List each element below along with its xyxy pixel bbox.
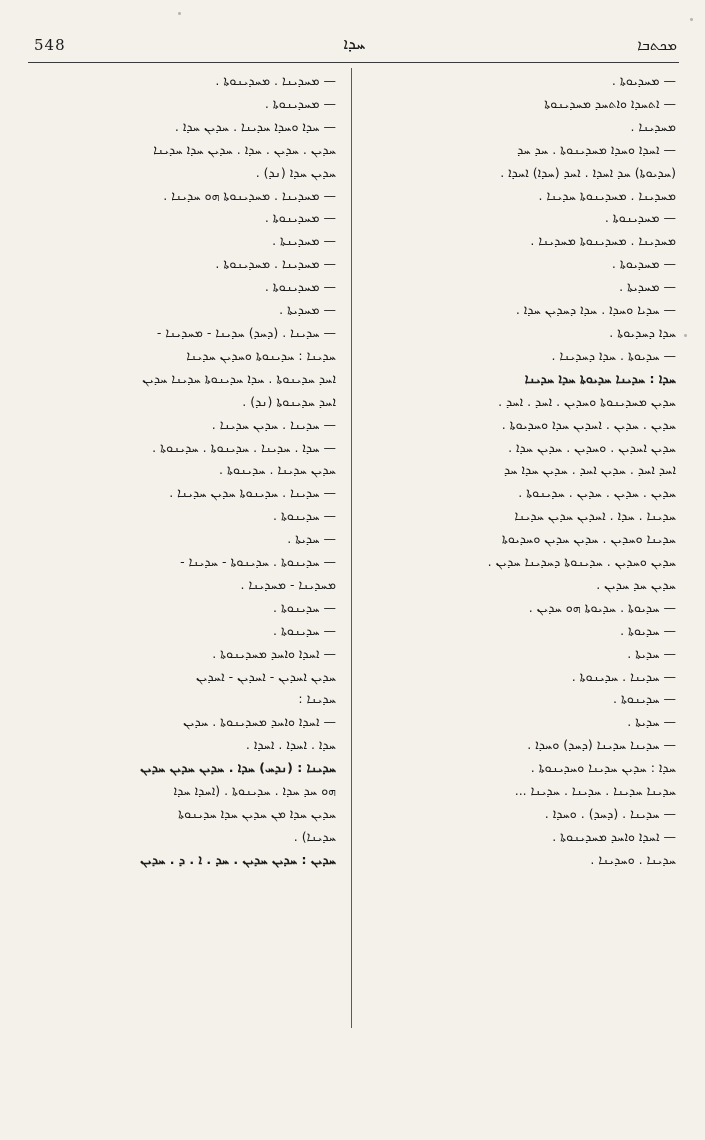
entry-line: ܚܕܝܢܐ :	[298, 691, 336, 707]
entry-line: ܐܚܕ ܚܕܝܢܘܬܐ (ܢܕ) .	[242, 393, 336, 409]
entry-line: ܚܕܝܢܐ : ܚܕܝܢܘܬܐ ܘܚܕܝܢ ܚܕܝܢܐ	[186, 347, 336, 363]
entry-line: — ܚܕܝܘܬܐ . ܚܕܐ ܕܚܕܝܢܐ .	[551, 347, 676, 363]
entry-line: — ܡܚܕܝܢܐ . ܡܚܕܝܢܘܬܐ .	[215, 256, 336, 272]
entry-line: — ܡܚܕܝܢܬܐ .	[272, 233, 336, 249]
entry-line: — ܚܕܝܘܬܐ . ܚܕܝܘܬܐ ܗܘ ܚܕܝܢ .	[528, 599, 676, 615]
entry-line: — ܚܕܝܢܘܬܐ . ܚܕܝܢܘܬܐ - ܚܕܝܢܐ -	[180, 554, 336, 570]
entry-line: — ܡܚܕܝܢܐ . ܡܚܕܝܢܘܬܐ .	[215, 73, 336, 88]
entry-line: ܡܚܕܝܢܐ . ܡܚܕܝܢܘܬܐ ܚܕܝܢܐ .	[538, 187, 676, 203]
entry-line: — ܡܚܕܝܬܐ .	[279, 302, 336, 318]
entry-line: ܚܕܝܢ ܡܚܕܝܢܘܬܐ ܘܚܕܝܢ . ܐܚܕ . ܐܚܕ .	[498, 393, 676, 409]
paper-speck	[684, 334, 687, 337]
entry-line: — ܐܚܕܐ ܘܐܚܕ ܡܚܕܝܢܘܬܐ .	[212, 645, 336, 661]
entry-line: — ܚܕܝܬܐ .	[627, 714, 676, 730]
headword-line: ܚܕܝܢ : ܚܕܝܢ ܚܕܝܢ . ܚܕ . ܐ . ܕ . ܚܕܝܢ	[140, 851, 336, 867]
entry-line: — ܚܕܝܐ ܘܚܕܐ . ܚܕܐ ܕܚܕܝܢ ܚܕܐ .	[515, 302, 676, 318]
entry-line: — ܚܕܝܬܐ .	[627, 645, 676, 661]
column-divider	[351, 68, 352, 1028]
entry-line: ܡܚܕܝܢܐ . ܡܚܕܝܢܘܬܐ ܡܚܕܝܢܐ .	[530, 233, 676, 249]
right-column	[370, 70, 676, 1030]
entry-line: — ܚܕܝܬܐ .	[287, 531, 336, 547]
entry-line: ܚܕܝܢܐ . ܚܕܐ . ܐܚܕܝܢ ܚܕܝܢ ܚܕܝܢܐ	[514, 508, 676, 524]
entry-line: ܚܕܝܢܐ) .	[293, 828, 336, 844]
entry-line: ܚܕܝܢ ܘܚܕܝܢ . ܚܕܝܢܘܬܐ ܕܚܕܝܢܐ ܚܕܝܢ .	[487, 554, 676, 570]
header-rule	[28, 62, 679, 63]
entry-line: ܚܕܐ . ܐܚܕܐ . ܐܚܕܐ .	[245, 737, 336, 753]
page-number: 548	[34, 36, 66, 54]
entry-line: — ܐܚܕܐ ܘܚܕܐ ܡܚܕܝܢܘܬܐ . ܚܕ ܚܕ	[517, 141, 676, 157]
entry-line: — ܚܕܐ ܘܚܕܐ ܚܕܝܢܐ . ܚܕܝܢ ܚܕܐ .	[174, 118, 336, 134]
entry-line: — ܐܬܚܕܐ ܘܐܬܚܕ ܡܚܕܝܢܘܬܐ	[544, 95, 676, 111]
entry-line: — ܚܕܝܢܐ . ܚܕܝܢܘܬܐ ܚܕܝܢ ܚܕܝܢܐ .	[169, 485, 336, 501]
entry-line: — ܡܚܕܝܢܘܬܐ .	[264, 95, 336, 111]
entry-line: — ܚܕܝܢܐ . (ܕܚܕ) ܚܕܝܢܐ - ܡܚܕܝܢܐ -	[156, 324, 336, 340]
entry-line: ܡܚܕܝܢܐ .	[630, 118, 676, 134]
entry-line: — ܚܕܝܢܘܬܐ .	[273, 508, 336, 524]
entry-line: — ܚܕܝܢܘܬܐ .	[273, 599, 336, 615]
entry-line: — ܡܚܕܝܘܬܐ .	[611, 73, 676, 88]
section-title: ܡܟܬܒܐ	[637, 36, 677, 54]
page-header	[28, 34, 681, 60]
entry-line: ܚܕܝܢܐ . ܘܚܕܝܢܐ .	[590, 851, 676, 867]
entry-line: ܚܕܝܢ ܐܚܕܝܢ . ܘܚܕܝܢ . ܚܕܝܢ ܚܕܐ .	[508, 439, 676, 455]
left-column	[30, 70, 336, 1030]
entry-line: — ܡܚܕܝܢܘܬܐ .	[264, 279, 336, 295]
entry-line: — ܚܕܐ . ܚܕܝܢܐ . ܚܕܝܢܘܬܐ . ܚܕܝܢܘܬܐ .	[152, 439, 336, 455]
entry-line: ܐܚܕ ܚܕܝܢܘܬܐ . ܚܕܐ ܚܕܝܢܘܬܐ ܚܕܝܢܐ ܚܕܝܢ	[142, 370, 336, 386]
entry-line: ܚܕܝܢ ܚܕܝܢܐ . ܚܕܝܢܘܬܐ .	[219, 462, 336, 478]
running-head: ܚܕܐ	[343, 34, 366, 53]
entry-line: — ܡܚܕܝܢܘܬܐ .	[604, 210, 676, 226]
entry-line: — ܡܚܕܝܬܐ .	[619, 279, 676, 295]
entry-line: (ܚܕܝܘܬܐ) ܚܕ ܐܚܕܐ . ܐܚܕ (ܚܕܐ) ܐܚܕܐ .	[500, 164, 676, 180]
entry-line: ܗܘ ܚܕ ܚܕܐ . ܚܕܝܢܘܬܐ . (ܐܚܕܐ ܚܕܐ	[173, 783, 336, 799]
entry-line: — ܡܚܕܝܢܘܬܐ .	[264, 210, 336, 226]
entry-line: ܡܚܕܝܢܐ - ܡܚܕܝܢܐ .	[240, 576, 336, 592]
entry-line: ܚܕܝܢ . ܚܕܝܢ . ܚܕܝܢ . ܚܕܝܢܘܬܐ .	[518, 485, 676, 501]
entry-line: — ܚܕܝܢܐ . (ܕܚܕ) . ܘܚܕܐ .	[544, 806, 676, 821]
entry-line: ܚܕܝܢܐ ܘܚܕܝܢ . ܚܕܝܢ ܚܕܝܢ ܘܚܕܝܘܬܐ	[501, 531, 676, 547]
entry-line: — ܚܕܝܢܘܬܐ .	[273, 622, 336, 638]
entry-line: ܐܚܕ ܐܚܕ . ܚܕܝܢ ܐܚܕ . ܚܕܝܢ ܚܕܐ ܚܕ	[503, 462, 676, 478]
entry-line: ܚܕܐ : ܚܕܝܢ ܚܕܝܢܐ ܘܚܕܝܢܘܬܐ .	[530, 760, 676, 776]
entry-line: — ܚܕܝܢܐ . ܚܕܝܢ ܚܕܝܢܐ .	[211, 416, 336, 432]
headword-line: ܚܕܝܢܐ : (ܢܕܚ) ܚܕܐ . ܚܕܝܢ ܚܕܝܢ ܚܕܝܢ	[140, 760, 336, 776]
entry-line: — ܚܕܝܢܐ . ܚܕܝܢܘܬܐ .	[571, 668, 676, 684]
entry-line: — ܡܚܕܝܢܐ . ܡܚܕܝܢܘܬܐ ܗܘ ܚܕܝܢܐ .	[163, 187, 336, 203]
entry-line: ܚܕܝܢܐ ܚܕܝܢܐ . ܚܕܝܢܐ . ܚܕܝܢܐ ...	[514, 783, 676, 799]
paper-speck	[690, 18, 693, 21]
entry-line: ܚܕܐ ܕܚܕܝܘܬܐ .	[609, 324, 676, 340]
entry-line: ܚܕܝܢ ܚܕ ܚܕܝܢ .	[596, 576, 676, 592]
entry-line: — ܐܚܕܐ ܘܐܚܕ ܡܚܕܝܢܘܬܐ .	[552, 828, 676, 844]
entry-line: — ܚܕܝܘܬܐ .	[620, 622, 676, 638]
entry-line: — ܚܕܝܢܘܬܐ .	[613, 691, 676, 707]
entry-line: ܚܕܝܢ ܐܚܕܝܢ - ܐܚܕܝܢ - ܐܚܕܝܢ	[195, 668, 336, 684]
entry-line: — ܐܚܕܐ ܘܐܚܕ ܡܚܕܝܢܘܬܐ . ܚܕܝܢ	[183, 714, 336, 730]
entry-line: ܚܕܝܢ . ܚܕܝܢ . ܐܚܕܝܢ ܚܕܐ ܘܚܕܝܘܬܐ .	[501, 416, 676, 432]
entry-line: ܚܕܝܢ . ܚܕܝܢ . ܚܕܐ . ܚܕܝܢ ܚܕܐ ܚܕܝܢܐ	[153, 141, 336, 157]
paper-speck	[178, 12, 181, 15]
entry-line: — ܡܚܕܝܘܬܐ .	[611, 256, 676, 272]
headword-line: ܚܕܐ : ܚܕܝܢܐ ܚܕܝܘܬܐ ܚܕܐ ܚܕܝܢܐ	[524, 370, 676, 386]
entry-line: ܚܕܝܢ ܚܕܐ ܡܢ ܚܕܝܢ ܚܕܐ ܚܕܝܢܘܬܐ	[178, 806, 336, 821]
entry-line: ܚܕܝܢ ܚܕܐ (ܢܕ) .	[255, 164, 336, 180]
entry-line: — ܚܕܝܢܐ ܚܕܝܢܐ (ܕܚܕ) ܘܚܕܐ .	[527, 737, 676, 753]
